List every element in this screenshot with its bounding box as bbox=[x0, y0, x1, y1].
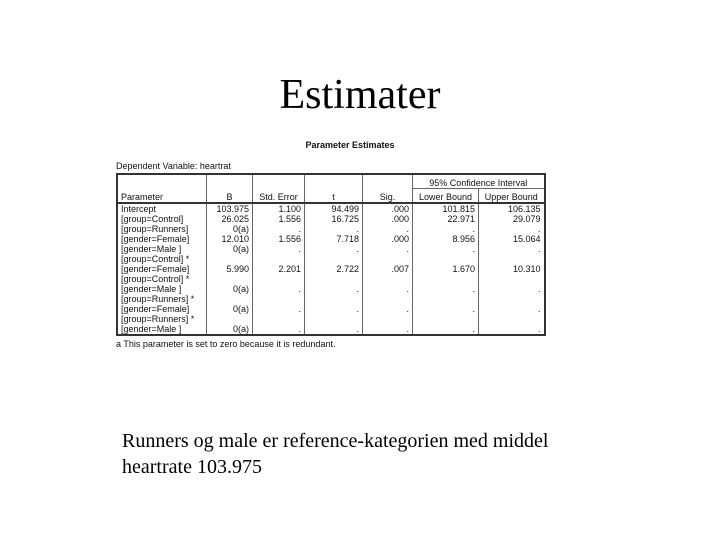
value-cell-lo: . bbox=[413, 274, 479, 294]
parameter-name: [group=Control] * bbox=[121, 254, 190, 264]
parameter-name-continued: [gender=Male ] bbox=[121, 324, 182, 334]
value-cell-lo: 22.971 bbox=[413, 214, 479, 224]
table-title: Parameter Estimates bbox=[305, 140, 395, 150]
parameter-cell bbox=[117, 244, 207, 254]
value-cell-hi: . bbox=[479, 314, 545, 335]
value-cell-se: . bbox=[253, 244, 305, 254]
parameter-cell bbox=[117, 294, 207, 314]
parameter-estimates-output bbox=[116, 138, 564, 350]
dependent-variable-label: Dependent Variable: heartrat bbox=[116, 161, 231, 171]
value-cell-sig: . bbox=[363, 244, 413, 254]
value-cell-sig: .000 bbox=[363, 234, 413, 244]
value-cell-t: 2.722 bbox=[305, 254, 363, 274]
value-cell-sig: .000 bbox=[363, 214, 413, 224]
table-row bbox=[117, 203, 545, 214]
value-cell-hi: 29.079 bbox=[479, 214, 545, 224]
slide-title: Estimater bbox=[279, 72, 441, 118]
parameter-cell bbox=[117, 203, 207, 214]
value-cell-b: 26.025 bbox=[207, 214, 253, 224]
value-cell-sig: . bbox=[363, 314, 413, 335]
parameter-name: [group=Control] * bbox=[121, 274, 190, 284]
value-cell-lo: . bbox=[413, 244, 479, 254]
parameter-name: [gender=Male ] bbox=[121, 244, 182, 254]
table-row bbox=[117, 314, 545, 335]
value-cell-se: 1.100 bbox=[253, 203, 305, 214]
value-cell-b: 0(a) bbox=[207, 274, 253, 294]
value-cell-lo: . bbox=[413, 294, 479, 314]
parameter-name-continued: [gender=Female] bbox=[121, 264, 190, 274]
value-cell-sig: .000 bbox=[363, 203, 413, 214]
col-header-sig: Sig. bbox=[363, 189, 413, 204]
col-header-t: t bbox=[305, 189, 363, 204]
col-header-lower-bound: Lower Bound bbox=[413, 189, 479, 204]
value-cell-t: 7.718 bbox=[305, 234, 363, 244]
value-cell-se: 2.201 bbox=[253, 254, 305, 274]
parameter-cell bbox=[117, 274, 207, 294]
value-cell-b: 12.010 bbox=[207, 234, 253, 244]
parameter-name: [group=Runners] * bbox=[121, 314, 195, 324]
value-cell-t: . bbox=[305, 224, 363, 234]
value-cell-lo: 101.815 bbox=[413, 203, 479, 214]
parameter-cell bbox=[117, 234, 207, 244]
parameter-name: [gender=Female] bbox=[121, 234, 190, 244]
col-header-upper-bound: Upper Bound bbox=[479, 189, 545, 204]
parameter-cell bbox=[117, 224, 207, 234]
parameter-name-continued: [gender=Female] bbox=[121, 304, 190, 314]
value-cell-se: 1.556 bbox=[253, 214, 305, 224]
parameter-estimates-table bbox=[116, 173, 546, 336]
value-cell-t: . bbox=[305, 244, 363, 254]
col-header-b: B bbox=[207, 189, 253, 204]
value-cell-lo: . bbox=[413, 224, 479, 234]
confidence-interval-header: 95% Confidence Interval bbox=[413, 174, 545, 189]
value-cell-t: . bbox=[305, 314, 363, 335]
value-cell-hi: 10.310 bbox=[479, 254, 545, 274]
table-row bbox=[117, 254, 545, 274]
value-cell-sig: . bbox=[363, 224, 413, 234]
value-cell-hi: . bbox=[479, 244, 545, 254]
table-row bbox=[117, 234, 545, 244]
value-cell-t: 94.499 bbox=[305, 203, 363, 214]
value-cell-sig: .007 bbox=[363, 254, 413, 274]
value-cell-lo: 1.670 bbox=[413, 254, 479, 274]
value-cell-hi: 15.064 bbox=[479, 234, 545, 244]
col-header-std-error: Std. Error bbox=[253, 189, 305, 204]
value-cell-b: 0(a) bbox=[207, 294, 253, 314]
table-row bbox=[117, 274, 545, 294]
value-cell-lo: . bbox=[413, 314, 479, 335]
value-cell-b: 0(a) bbox=[207, 244, 253, 254]
caption-line: Runners og male er reference-kategorien med middel bbox=[122, 430, 549, 452]
parameter-name: [group=Runners] * bbox=[121, 294, 195, 304]
caption-line: heartrate 103.975 bbox=[122, 456, 262, 478]
value-cell-b: 103.975 bbox=[207, 203, 253, 214]
parameter-name: Intercept bbox=[121, 204, 157, 214]
value-cell-b: 0(a) bbox=[207, 314, 253, 335]
value-cell-se: . bbox=[253, 224, 305, 234]
table-row bbox=[117, 224, 545, 234]
value-cell-hi: . bbox=[479, 294, 545, 314]
value-cell-hi: . bbox=[479, 224, 545, 234]
value-cell-b: 0(a) bbox=[207, 224, 253, 234]
parameter-cell bbox=[117, 214, 207, 224]
value-cell-t: 16.725 bbox=[305, 214, 363, 224]
slide-caption bbox=[122, 428, 702, 480]
value-cell-sig: . bbox=[363, 294, 413, 314]
col-header-parameter: Parameter bbox=[117, 189, 207, 204]
parameter-name: [group=Control] bbox=[121, 214, 184, 224]
table-row bbox=[117, 294, 545, 314]
value-cell-t: . bbox=[305, 274, 363, 294]
value-cell-t: . bbox=[305, 294, 363, 314]
value-cell-sig: . bbox=[363, 274, 413, 294]
value-cell-se: 1.556 bbox=[253, 234, 305, 244]
table-row bbox=[117, 244, 545, 254]
parameter-cell bbox=[117, 314, 207, 335]
value-cell-se: . bbox=[253, 274, 305, 294]
parameter-name-continued: [gender=Male ] bbox=[121, 284, 182, 294]
value-cell-hi: . bbox=[479, 274, 545, 294]
table-footnote: a This parameter is set to zero because it is redundant. bbox=[116, 339, 336, 349]
parameter-cell bbox=[117, 254, 207, 274]
table-row bbox=[117, 214, 545, 224]
table-body bbox=[117, 203, 545, 335]
parameter-name: [group=Runners] bbox=[121, 224, 189, 234]
value-cell-se: . bbox=[253, 294, 305, 314]
value-cell-hi: 106.135 bbox=[479, 203, 545, 214]
value-cell-lo: 8.956 bbox=[413, 234, 479, 244]
value-cell-se: . bbox=[253, 314, 305, 335]
value-cell-b: 5.990 bbox=[207, 254, 253, 274]
